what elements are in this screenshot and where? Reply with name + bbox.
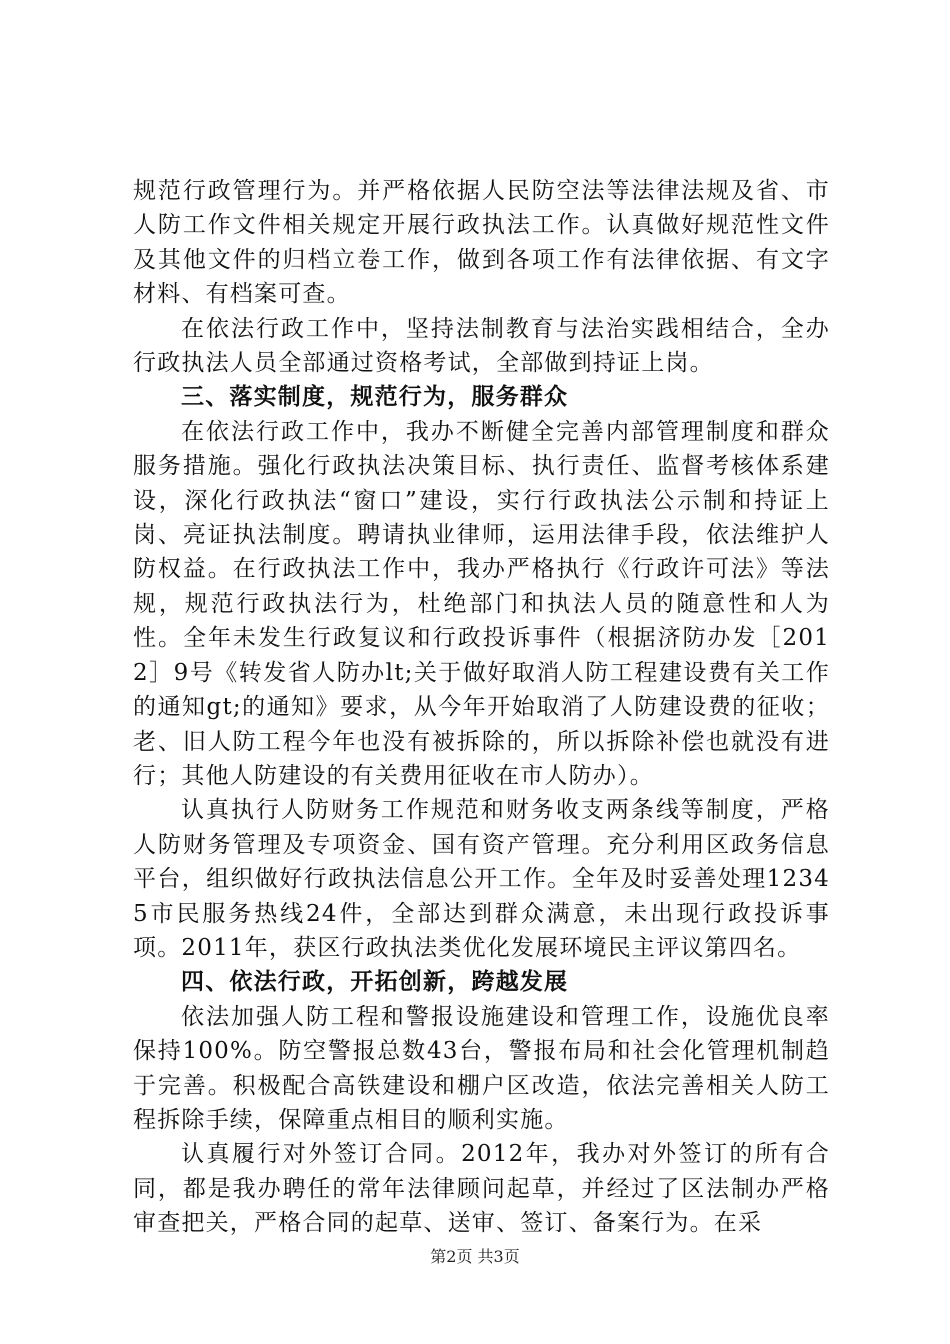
section-heading-3: 三、落实制度，规范行为，服务群众 [181, 384, 569, 411]
paragraph-contracts: 认真履行对外签订合同。2012年，我办对外签订的所有合同，都是我办聘任的常年法律顾问起草，并经过了区法制办严格审查把关，严格合同的起草、送审、签订、备案行为。在采 [133, 1141, 830, 1237]
page-footer: 第2页 共3页 [430, 1247, 520, 1266]
section-heading-4: 四、依法行政，开拓创新，跨越发展 [181, 969, 569, 996]
paragraph-legal-education: 在依法行政工作中，坚持法制教育与法治实践相结合，全办行政执法人员全部通过资格考试，全部做到持证上岗。 [133, 315, 830, 377]
paragraph-facilities: 依法加强人防工程和警报设施建设和管理工作，设施优良率保持100%。防空警报总数43台，警报布局和社会化管理机制趋于完善。积极配合高铁建设和棚户区改造，依法完善相关人防工程拆除手续，保障重点相目的顺利实施。 [133, 1003, 830, 1133]
paragraph-finance: 认真执行人防财务工作规范和财务收支两条线等制度，严格人防财务管理及专项资金、国有资产管理。充分利用区政务信息平台，组织做好行政执法信息公开工作。全年及时妥善处理12345市民服务热线24件，全部达到群众满意，未出现行政投诉事项。2011年，获区行政执法类优化发展环境民主评议第四名。 [133, 797, 830, 961]
paragraph-internal-management: 在依法行政工作中，我办不断健全完善内部管理制度和群众服务措施。强化行政执法决策目标、执行责任、监督考核体系建设，深化行政执法“窗口”建设，实行行政执法公示制和持证上岗、亮证执法制度。聘请执业律师，运用法律手段，依法维护人防权益。在行政执法工作中，我办严格执行《行政许可法》等法规，规范行政执法行为，杜绝部门和执法人员的随意性和人为性。全年未发生行政复议和行政投诉事件（根据济防办发［2012］9号《转发省人防办lt;关于做好取消人防工程建设费有关工作的通知gt;的通知》要求，从今年开始取消了人防建设费的征收；老、旧人防工程今年也没有被拆除的，所以拆除补偿也就没有进行；其他人防建设的有关费用征收在市人防办）。 [133, 418, 830, 789]
paragraph-continuation: 规范行政管理行为。并严格依据人民防空法等法律法规及省、市人防工作文件相关规定开展行政执法工作。认真做好规范性文件及其他文件的归档立卷工作，做到各项工作有法律依据、有文字材料、有档案可查。 [133, 178, 830, 308]
document-body [133, 174, 830, 1241]
